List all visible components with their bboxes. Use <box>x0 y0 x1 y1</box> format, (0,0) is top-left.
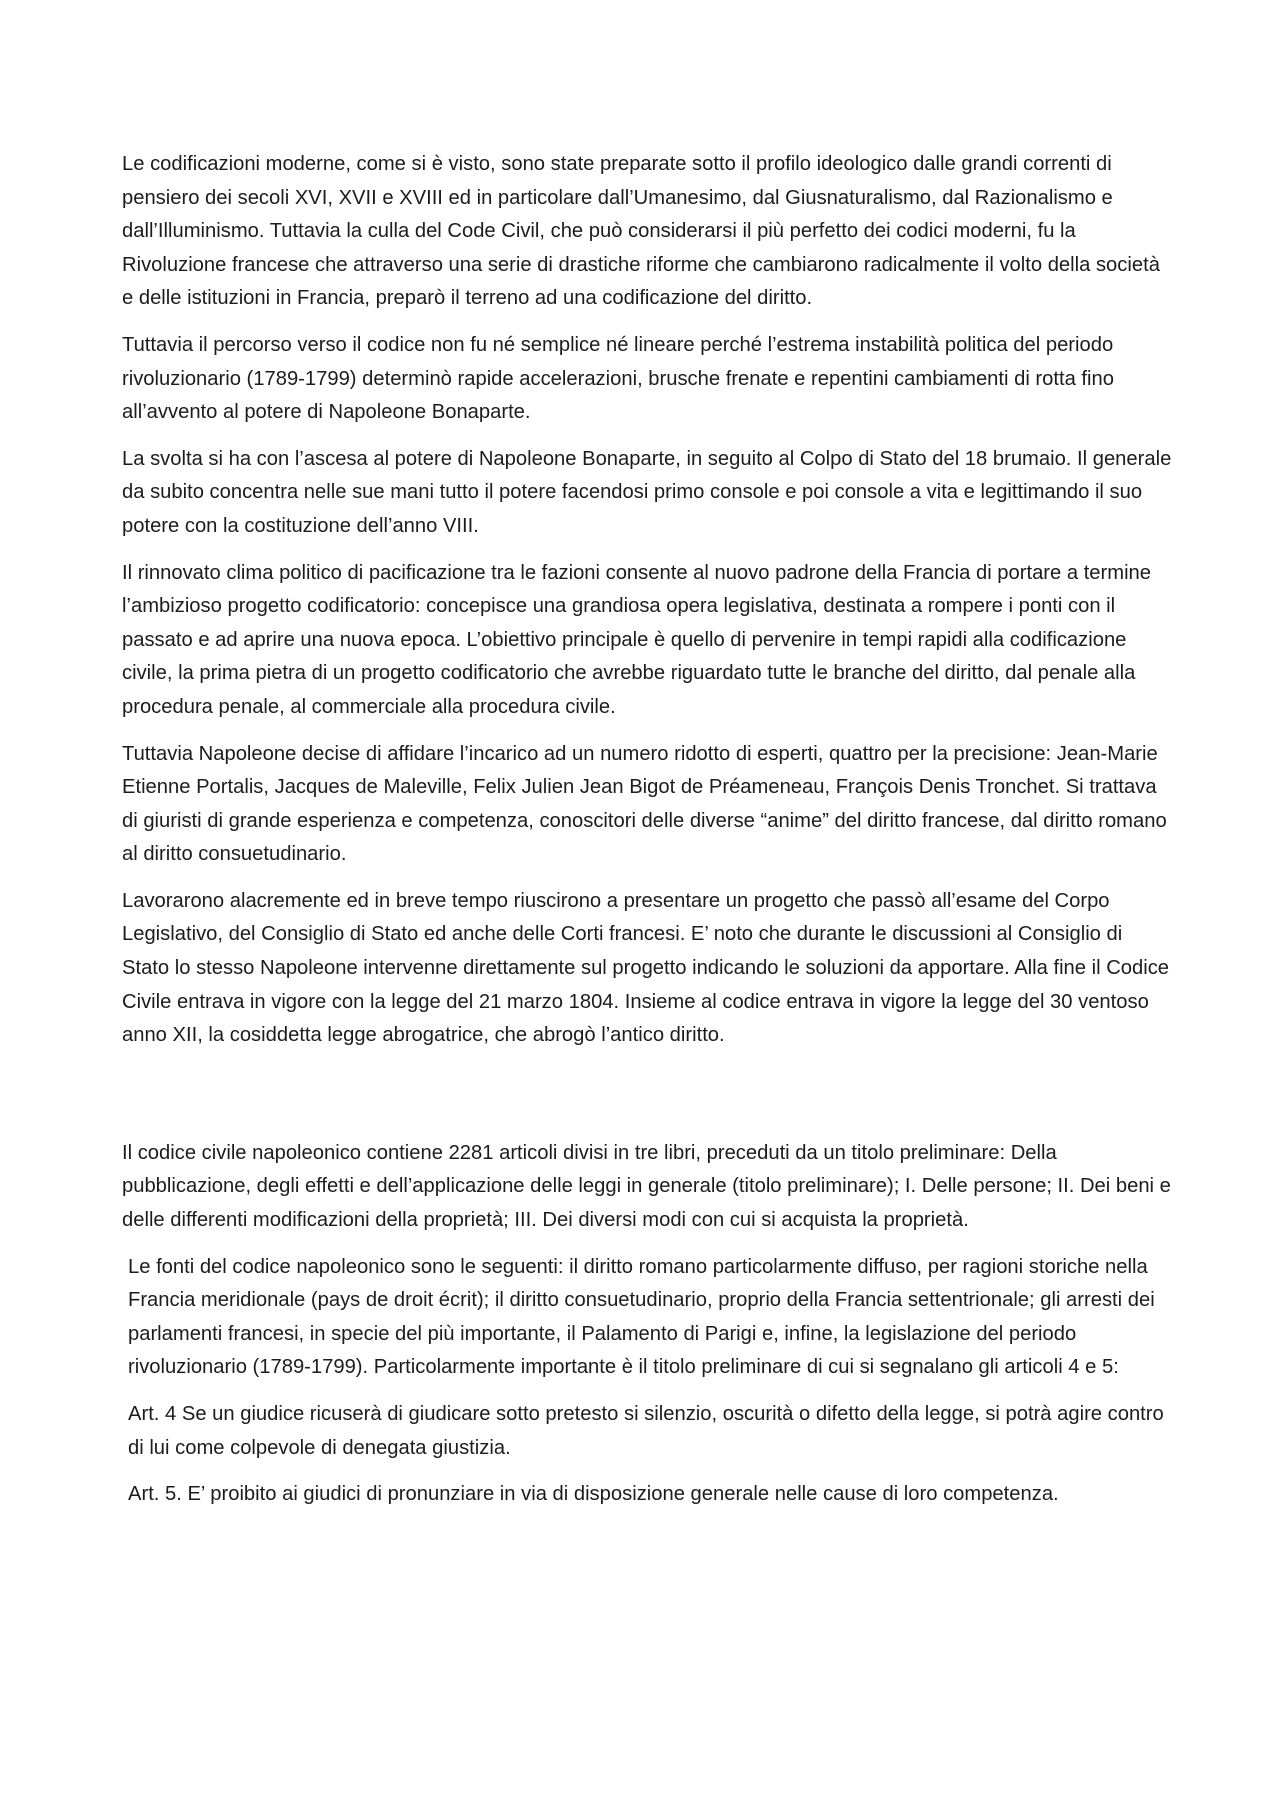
paragraph-articolo-5: Art. 5. E’ proibito ai giudici di pronunziare in via di disposizione generale nelle cause di loro competenza. <box>128 1483 1059 1506</box>
paragraph-codificazioni-moderne: Le codificazioni moderne, come si è visto, sono state preparate sotto il profilo ideologico dalle grandi correnti di pensiero dei secoli XVI, XVII e XVIII ed in particolare dall’Umanesimo, dal Giusnaturalismo, dal Razionalismo e dall’Illuminismo. Tuttavia la culla del Code Civil, che può considerarsi il più perfetto dei codici moderni, fu la Rivoluzione francese che attraverso una serie di drastiche riforme che cambiarono radicalmente il volto della società e delle istituzioni in Francia, preparò il terreno ad una codificazione del diritto. <box>122 153 1160 310</box>
document-page <box>122 148 1174 1525</box>
paragraph-esperti-incaricati: Tuttavia Napoleone decise di affidare l’incarico ad un numero ridotto di esperti, quattro per la precisione: Jean-Marie Etienne Portalis, Jacques de Maleville, Felix Julien Jean Bigot de Préameneau, François Denis Tronchet. Si trattava di giuristi di grande esperienza e competenza, conoscitori delle diverse “anime” del diritto francese, dal diritto romano al diritto consuetudinario. <box>122 742 1167 866</box>
paragraph-lavori-codice: Lavorarono alacremente ed in breve tempo riuscirono a presentare un progetto che passò all’esame del Corpo Legislativo, del Consiglio di Stato ed anche delle Corti francesi. E’ noto che durante le discussioni al Consiglio di Stato lo stesso Napoleone intervenne direttamente sul progetto indicando le soluzioni da apportare. Alla fine il Codice Civile entrava in vigore con la legge del 21 marzo 1804. Insieme al codice entrava in vigore la legge del 30 ventoso anno XII, la cosiddetta legge abrogatrice, che abrogò l’antico diritto. <box>122 889 1170 1047</box>
paragraph-clima-politico: Il rinnovato clima politico di pacificazione tra le fazioni consente al nuovo padrone della Francia di portare a termine l’ambizioso progetto codificatorio: concepisce una grandiosa opera legislativa, destinata a rompere i ponti con il passato e ad aprire una nuova epoca. L’obiettivo principale è quello di pervenire in tempi rapidi alla codificazione civile, la prima pietra di un progetto codificatorio che avrebbe riguardato tutte le branche del diritto, dal penale alla procedura penale, al commerciale alla procedura civile. <box>122 561 1152 718</box>
paragraph-struttura-codice: Il codice civile napoleonico contiene 2281 articoli divisi in tre libri, preceduti da un titolo preliminare: Della pubblicazione, degli effetti e dell’applicazione delle leggi in generale (titolo preliminare); I. Delle persone; II. Dei beni e delle differenti modificazioni della proprietà; III. Dei diversi modi con cui si acquista la proprietà. <box>122 1141 1171 1232</box>
paragraph-svolta-napoleone: La svolta si ha con l’ascesa al potere di Napoleone Bonaparte, in seguito al Colpo di Stato del 18 brumaio. Il generale da subito concentra nelle sue mani tutto il potere facendosi primo console e poi console a vita e legittimando il suo potere con la costituzione dell’anno VIII. <box>122 447 1172 537</box>
paragraph-percorso-verso-codice: Tuttavia il percorso verso il codice non fu né semplice né lineare perché l’estrema instabilità politica del periodo rivoluzionario (1789-1799) determinò rapide accelerazioni, brusche frenate e repentini cambiamenti di rotta fino all’avvento al potere di Napoleone Bonaparte. <box>122 333 1114 424</box>
paragraph-fonti-codice: Le fonti del codice napoleonico sono le seguenti: il diritto romano particolarmente diffuso, per ragioni storiche nella Francia meridionale (pays de droit écrit); il diritto consuetudinario, proprio della Francia settentrionale; gli arresti dei parlamenti francesi, in specie del più importante, il Palamento di Parigi e, infine, la legislazione del periodo rivoluzionario (1789-1799). Particolarmente importante è il titolo preliminare di cui si segnalano gli articoli 4 e 5: <box>128 1255 1155 1379</box>
paragraph-articolo-4: Art. 4 Se un giudice ricuserà di giudicare sotto pretesto si silenzio, oscurità o difetto della legge, si potrà agire contro di lui come colpevole di denegata giustizia. <box>128 1403 1164 1459</box>
